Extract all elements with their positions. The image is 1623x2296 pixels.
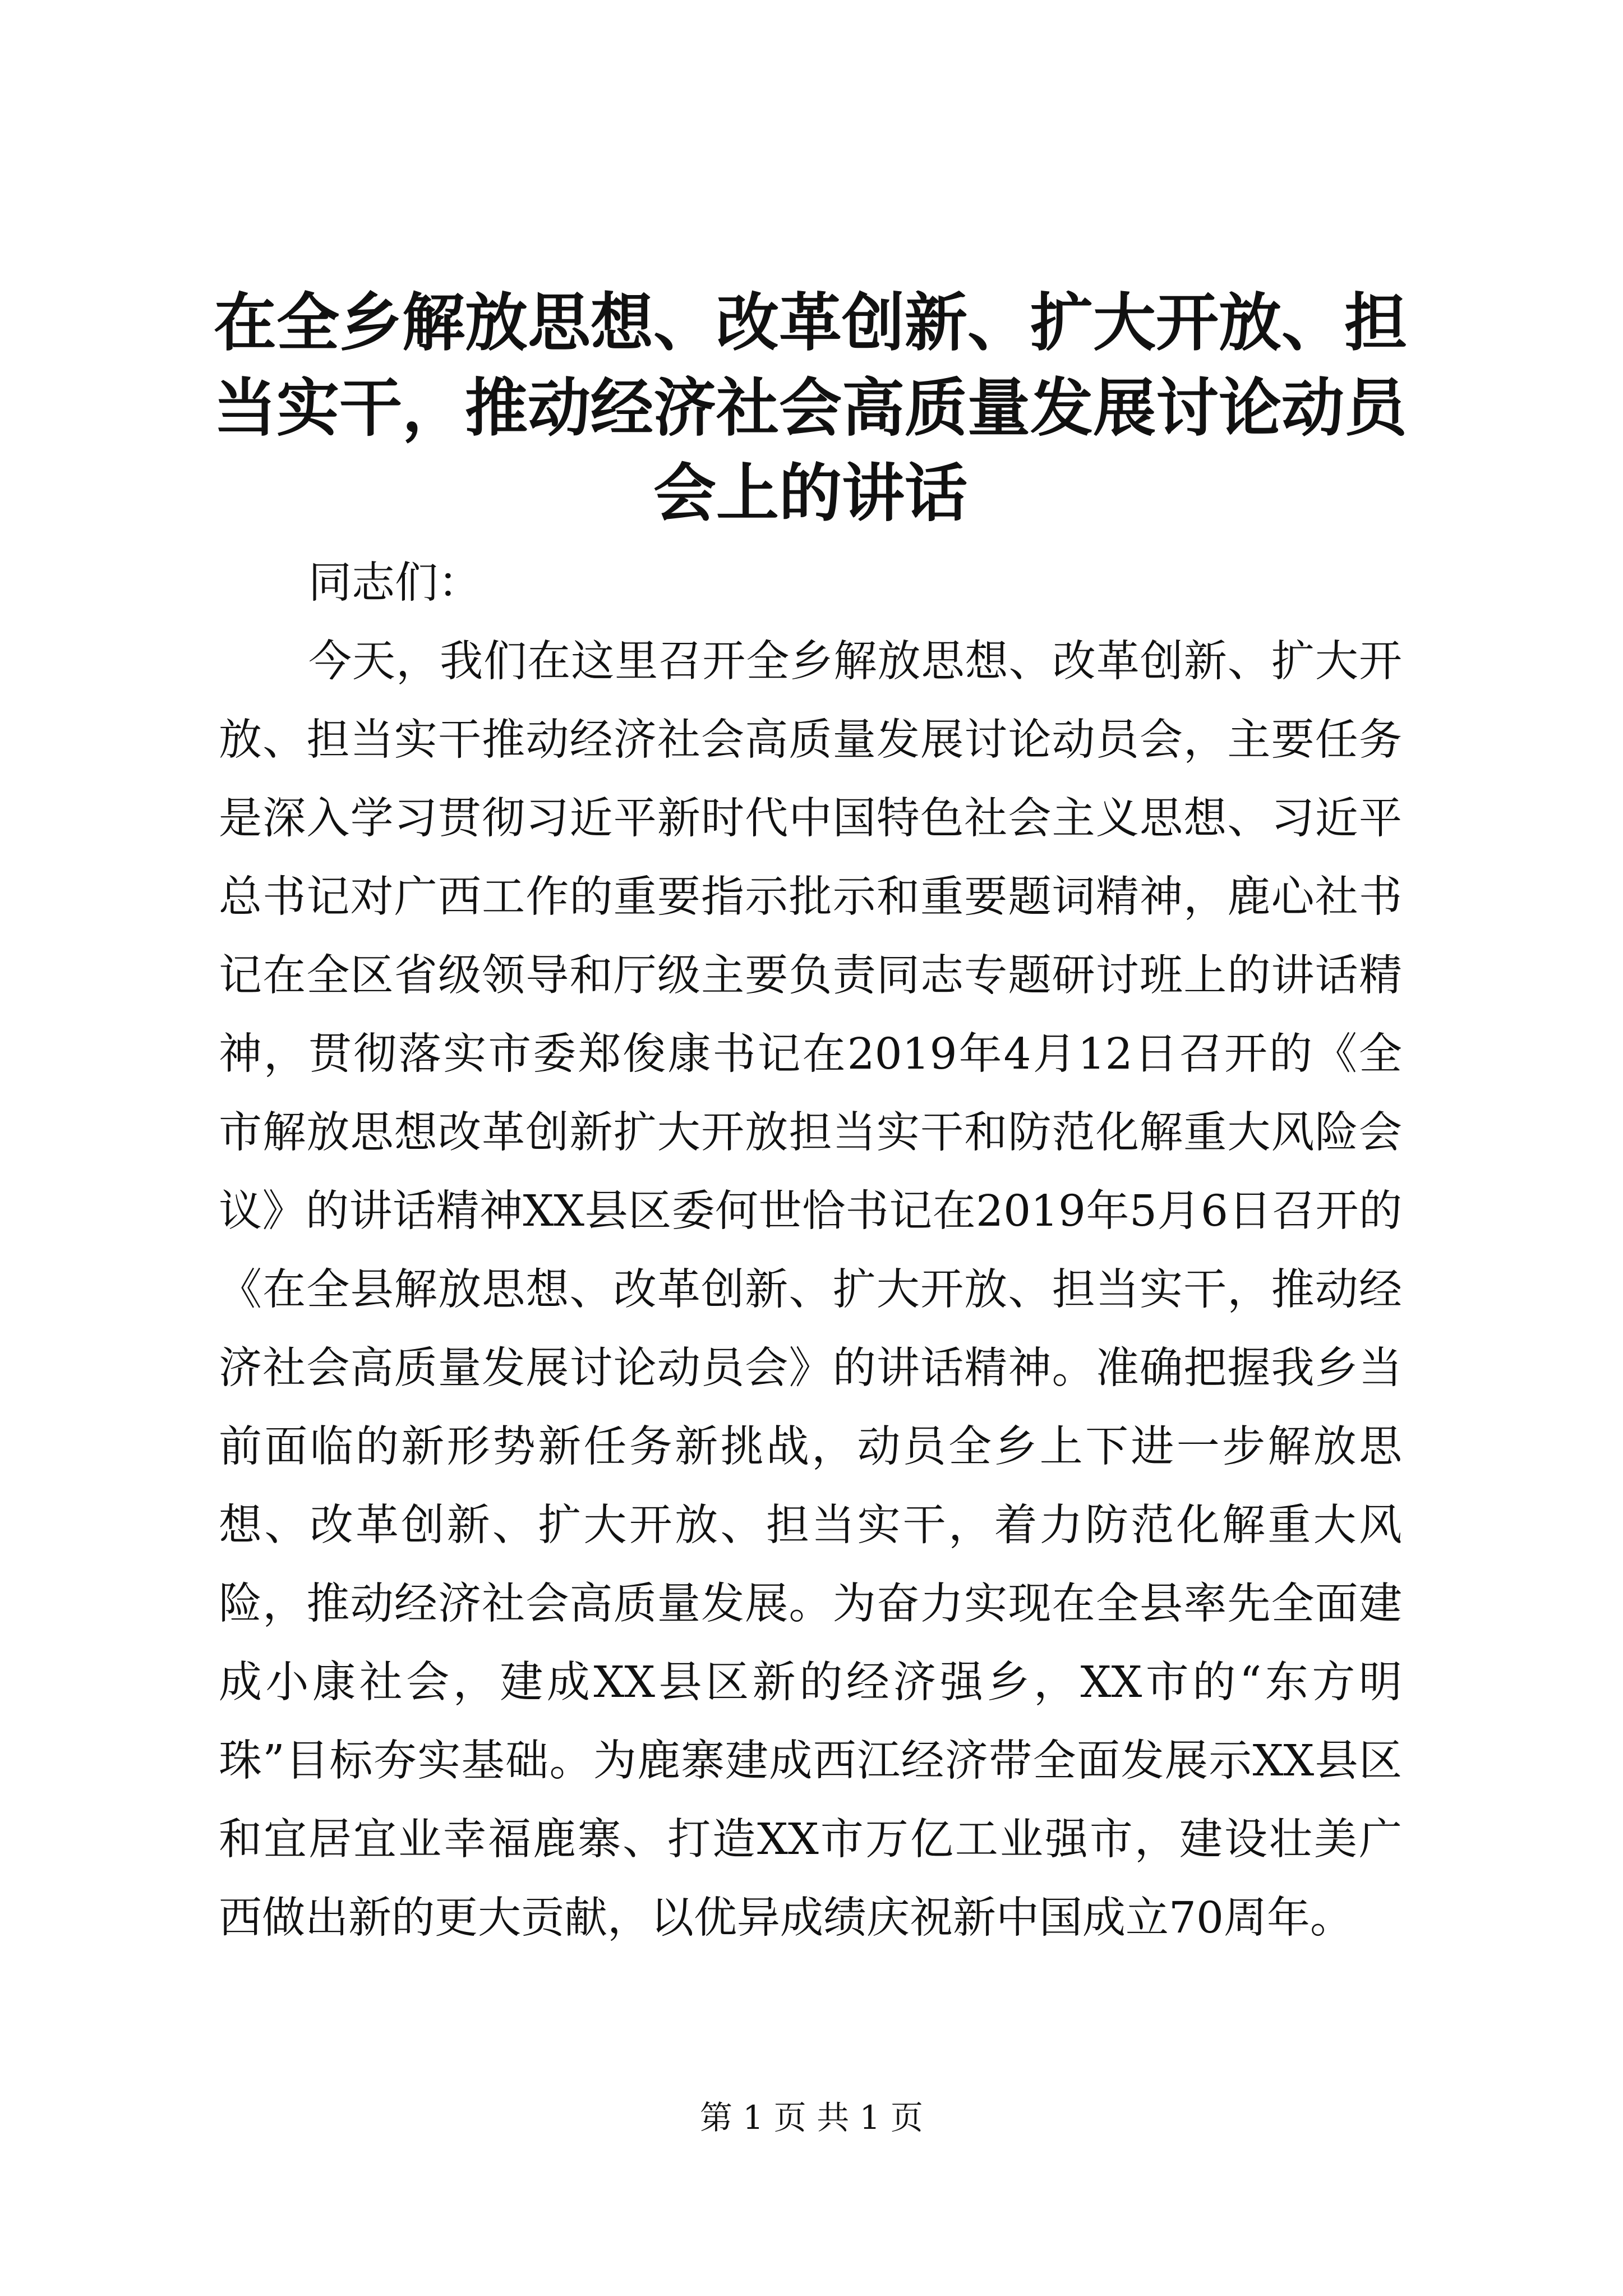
- body-paragraph: 今天，我们在这里召开全乡解放思想、改革创新、扩大开放、担当实干推动经济社会高质量发展讨论动员会，主要任务是深入学习贯彻习近平新时代中国特色社会主义思想、习近平总书记对广西工作的重要指示批示和重要题词精神，鹿心社书记在全区省级领导和厅级主要负责同志专题研讨班上的讲话精神，贯彻落实市委郑俊康书记在2019年4月12日召开的《全市解放思想改革创新扩大开放担当实干和防范化解重大风险会议》的讲话精神XX县区委何世恰书记在2019年5月6日召开的《在全县解放思想、改革创新、扩大开放、担当实干，推动经济社会高质量发展讨论动员会》的讲话精神。准确把握我乡当前面临的新形势新任务新挑战，动员全乡上下进一步解放思想、改革创新、扩大开放、担当实干，着力防范化解重大风险，推动经济社会高质量发展。为奋力实现在全县率先全面建成小康社会，建成XX县区新的经济强乡，XX市的“东方明珠”目标夯实基础。为鹿寨建成西江经济带全面发展示XX县区和宜居宜业幸福鹿寨、打造XX市万亿工业强市，建设壮美广西做出新的更大贡献，以优异成绩庆祝新中国成立70周年。: [219, 637, 1402, 1943]
- document-body: [219, 544, 1402, 1958]
- page-footer: 第 1 页 共 1 页: [700, 2099, 923, 2137]
- salutation: 同志们：: [308, 558, 481, 608]
- document-title: 在全乡解放思想、改革创新、扩大开放、担当实干，推动经济社会高质量发展讨论动员会上的讲话: [214, 286, 1407, 530]
